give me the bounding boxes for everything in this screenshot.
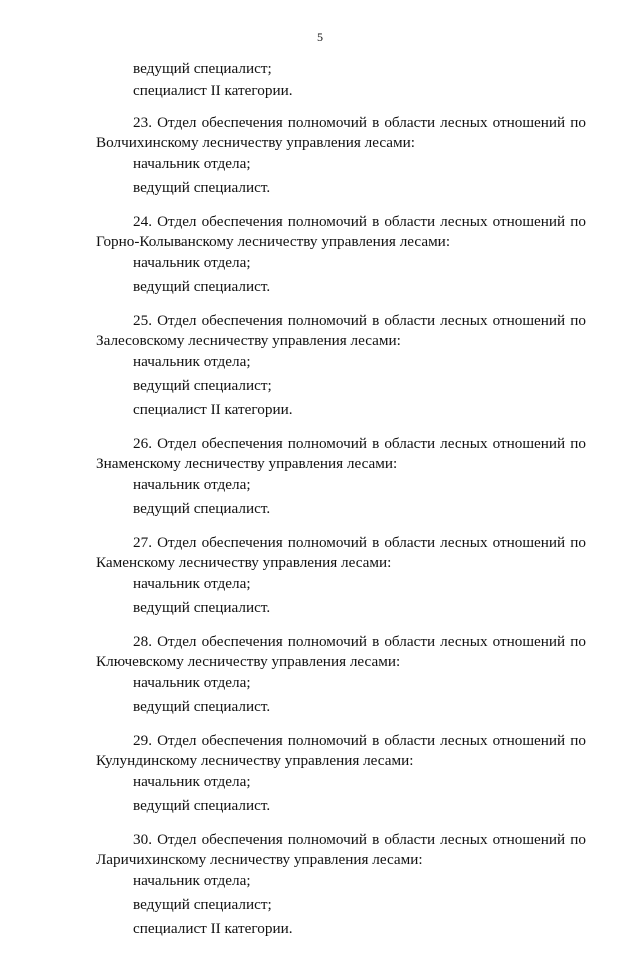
leading-items <box>96 58 586 102</box>
list-item: начальник отдела; <box>133 872 251 889</box>
section-title-line2: Каменскому лесничеству управления лесами: <box>96 553 392 571</box>
section-title-line2: Кулундинскому лесничеству управления лесами: <box>96 751 414 769</box>
list-item: начальник отдела; <box>133 155 251 172</box>
section-title-line1: Отдел обеспечения полномочий в области лесных отношений по <box>157 534 586 551</box>
section-23 <box>96 113 586 200</box>
section-heading-line1 <box>96 311 586 331</box>
section-number: 26. <box>133 435 152 452</box>
section-number: 27. <box>133 534 152 551</box>
section-heading-line1 <box>96 113 586 133</box>
section-heading-line1 <box>96 731 586 751</box>
list-item: ведущий специалист. <box>133 500 271 517</box>
section-title-line1: Отдел обеспечения полномочий в области лесных отношений по <box>157 312 586 329</box>
section-heading <box>96 632 586 671</box>
section-heading <box>96 113 586 152</box>
section-title-line1: Отдел обеспечения полномочий в области лесных отношений по <box>157 732 586 749</box>
section-title-line1: Отдел обеспечения полномочий в области лесных отношений по <box>157 114 586 131</box>
section-heading-line1 <box>96 212 586 232</box>
section-number: 28. <box>133 633 152 650</box>
list-item: начальник отдела; <box>133 674 251 691</box>
list-item: ведущий специалист; <box>133 896 272 913</box>
section-28 <box>96 632 586 719</box>
list-item: специалист II категории. <box>133 401 293 418</box>
sections-list <box>96 113 586 941</box>
list-item: ведущий специалист. <box>133 179 271 196</box>
list-item: начальник отдела; <box>133 773 251 790</box>
section-number: 24. <box>133 213 152 230</box>
section-29 <box>96 731 586 818</box>
section-title-line2: Залесовскому лесничеству управления лесами: <box>96 331 401 349</box>
list-item: начальник отдела; <box>133 575 251 592</box>
section-title-line2: Ларичихинскому лесничеству управления лесами: <box>96 850 423 868</box>
section-heading <box>96 830 586 869</box>
section-number: 23. <box>133 114 152 131</box>
section-title-line2: Волчихинскому лесничеству управления лесами: <box>96 133 415 151</box>
list-item: начальник отдела; <box>133 353 251 370</box>
section-heading-line1 <box>96 533 586 553</box>
section-title-line1: Отдел обеспечения полномочий в области лесных отношений по <box>157 213 586 230</box>
page-number: 5 <box>317 30 323 44</box>
list-item: начальник отдела; <box>133 254 251 271</box>
section-number: 30. <box>133 831 152 848</box>
section-heading-line1 <box>96 830 586 850</box>
list-item: ведущий специалист; <box>133 60 272 77</box>
list-item: ведущий специалист. <box>133 599 271 616</box>
section-title-line2: Знаменскому лесничеству управления лесами: <box>96 454 398 472</box>
section-25 <box>96 311 586 422</box>
section-number: 29. <box>133 732 152 749</box>
section-heading <box>96 533 586 572</box>
list-item: ведущий специалист. <box>133 698 271 715</box>
section-number: 25. <box>133 312 152 329</box>
section-title-line1: Отдел обеспечения полномочий в области лесных отношений по <box>157 831 586 848</box>
document-body <box>96 58 586 953</box>
list-item: специалист II категории. <box>133 82 293 99</box>
section-heading <box>96 434 586 473</box>
section-30 <box>96 830 586 941</box>
section-heading-line1 <box>96 434 586 454</box>
section-24 <box>96 212 586 299</box>
section-27 <box>96 533 586 620</box>
section-heading <box>96 311 586 350</box>
section-title-line2: Ключевскому лесничеству управления лесами: <box>96 652 401 670</box>
list-item: специалист II категории. <box>133 920 293 937</box>
list-item: ведущий специалист; <box>133 377 272 394</box>
list-item: начальник отдела; <box>133 476 251 493</box>
section-heading-line1 <box>96 632 586 652</box>
section-title-line2: Горно-Колыванскому лесничеству управления лесами: <box>96 232 451 250</box>
section-26 <box>96 434 586 521</box>
section-heading <box>96 731 586 770</box>
list-item: ведущий специалист. <box>133 278 271 295</box>
section-title-line1: Отдел обеспечения полномочий в области лесных отношений по <box>157 633 586 650</box>
section-title-line1: Отдел обеспечения полномочий в области лесных отношений по <box>157 435 586 452</box>
section-heading <box>96 212 586 251</box>
list-item: ведущий специалист. <box>133 797 271 814</box>
